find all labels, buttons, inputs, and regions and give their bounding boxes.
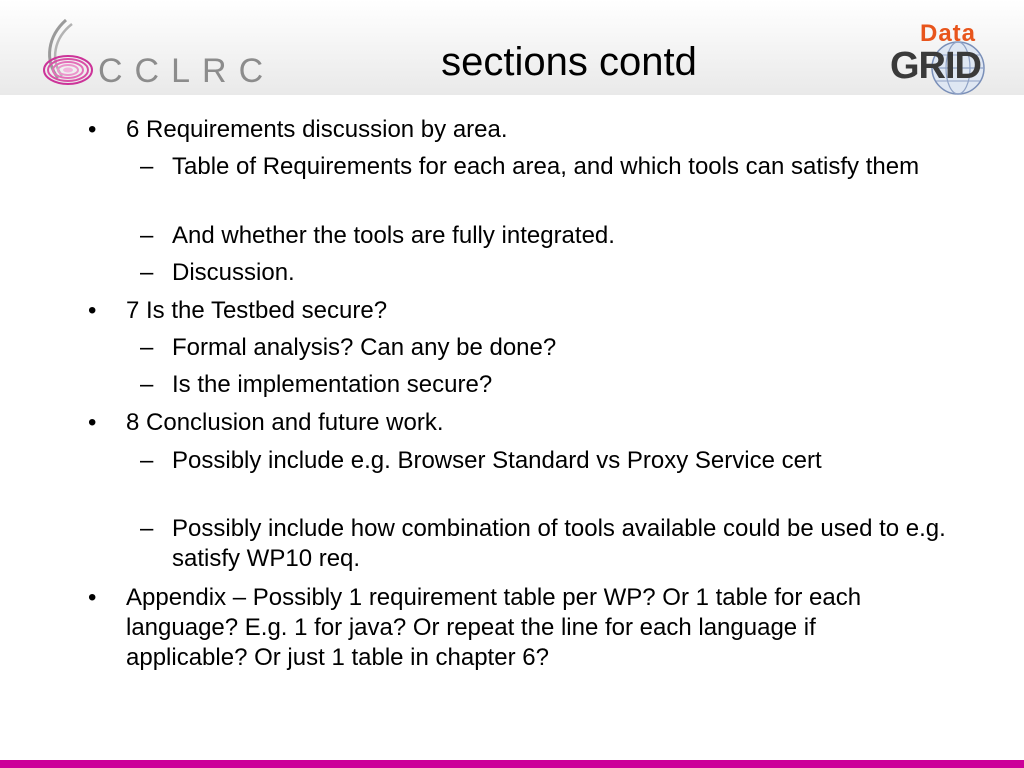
slide-header (0, 0, 1024, 95)
cclrc-logo-text: CCLRC (98, 52, 276, 90)
datagrid-logo-data-text: Data (920, 20, 977, 47)
sub-bullet-marker: – (140, 222, 154, 249)
sub-bullet-marker: – (140, 371, 154, 398)
bullet-text: Appendix – Possibly 1 requirement table per WP? Or 1 table for each language? E.g. 1 for java? Or repeat the line for each language if applicable? Or just 1 table in chapter 6? (126, 584, 862, 671)
sub-bullet-text: Table of Requirements for each area, and which tools can satisfy them (172, 153, 920, 180)
bullet-text: 7 Is the Testbed secure? (126, 297, 388, 324)
bottom-accent-bar (0, 760, 1024, 768)
datagrid-logo (890, 22, 1022, 100)
slide-title: sections contd (441, 40, 697, 84)
sub-bullet-marker: – (140, 334, 154, 361)
sub-bullet-text: Discussion. (172, 259, 295, 286)
sub-bullet-marker: – (140, 259, 154, 286)
bullet-marker: • (88, 584, 97, 611)
sub-bullet-marker: – (140, 447, 154, 474)
sub-bullet-text: And whether the tools are fully integrated. (172, 222, 615, 249)
sub-bullet-marker: – (140, 515, 154, 542)
datagrid-logo-grid-text: GRID (890, 45, 981, 87)
bullet-marker: • (88, 297, 97, 324)
bullet-marker: • (88, 409, 97, 436)
sub-bullet-text: Possibly include e.g. Browser Standard vs Proxy Service cert (172, 447, 822, 474)
sub-bullet-text: Formal analysis? Can any be done? (172, 334, 557, 361)
bullet-marker: • (88, 116, 97, 143)
sub-bullet-text: Possibly include how combination of tools available could be used to e.g. satisfy WP10 req. (172, 515, 946, 572)
bullet-text: 8 Conclusion and future work. (126, 409, 444, 436)
sub-bullet-text: Is the implementation secure? (172, 371, 493, 398)
bullet-text: 6 Requirements discussion by area. (126, 116, 508, 143)
sub-bullet-marker: – (140, 153, 154, 180)
